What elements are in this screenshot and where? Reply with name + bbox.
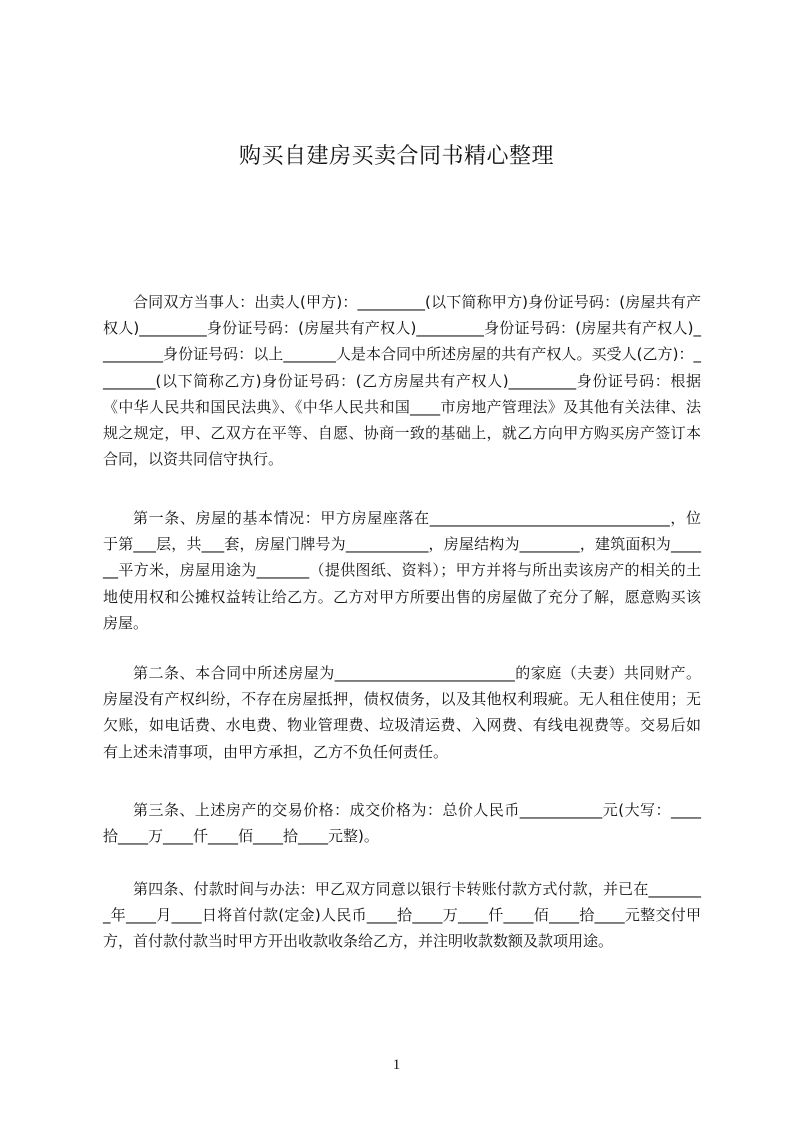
paragraph-article-1: 第一条、房屋的基本情况：甲方房屋座落在________________________________，位于第___层，共___套，房屋门牌号为___________，房屋结构为________，建筑面积为______平方米，房屋用途为_______（提供图纸、资料）；甲方并将与所出卖该房产的相关的土地使用权和公摊权益转让给乙方。乙方对甲方所要出售的房屋做了充分了解，愿意购买该房屋。 [103, 509, 701, 632]
paragraph-article-2: 第二条、本合同中所述房屋为________________________的家庭（夫妻）共同财产。房屋没有产权纠纷，不存在房屋抵押，债权债务，以及其他权利瑕疵。无人租住使用；无欠账，如电话费、水电费、物业管理费、垃圾清运费、入网费、有线电视费等。交易后如有上述未清事项，由甲方承担，乙方不负任何责任。 [103, 664, 701, 761]
document-title: 购买自建房买卖合同书精心整理 [238, 144, 554, 169]
paragraph-article-4: 第四条、付款时间与办法：甲乙双方同意以银行卡转账付款方式付款，并已在________年____月____日将首付款(定金)人民币____拾____万____仟____佰____拾____元整交付甲方，首付款付款当时甲方开出收款收条给乙方，并注明收款数额及款项用途。 [103, 880, 701, 951]
page-number: 1 [392, 1057, 401, 1073]
paragraph-article-3: 第三条、上述房产的交易价格：成交价格为：总价人民币___________元(大写：____拾____万____仟____佰____拾____元整)。 [103, 801, 701, 846]
paragraph-parties: 合同双方当事人：出卖人(甲方)：_________(以下简称甲方)身份证号码：(房屋共有产权人)_________身份证号码：(房屋共有产权人)_________身份证号码：(房屋共有产权人)_________身份证号码：以上_______人是本合同中所述房屋的共有产权人。买受人(乙方)：________(以下简称乙方)身份证号码：(乙方房屋共有产权人)_________身份证号码：根据《中华人民共和国民法典》、《中华人民共和国____市房地产管理法》及其他有关法律、法规之规定，甲、乙双方在平等、自愿、协商一致的基础上，就乙方向甲方购买房产签订本合同，以资共同信守执行。 [103, 293, 701, 469]
